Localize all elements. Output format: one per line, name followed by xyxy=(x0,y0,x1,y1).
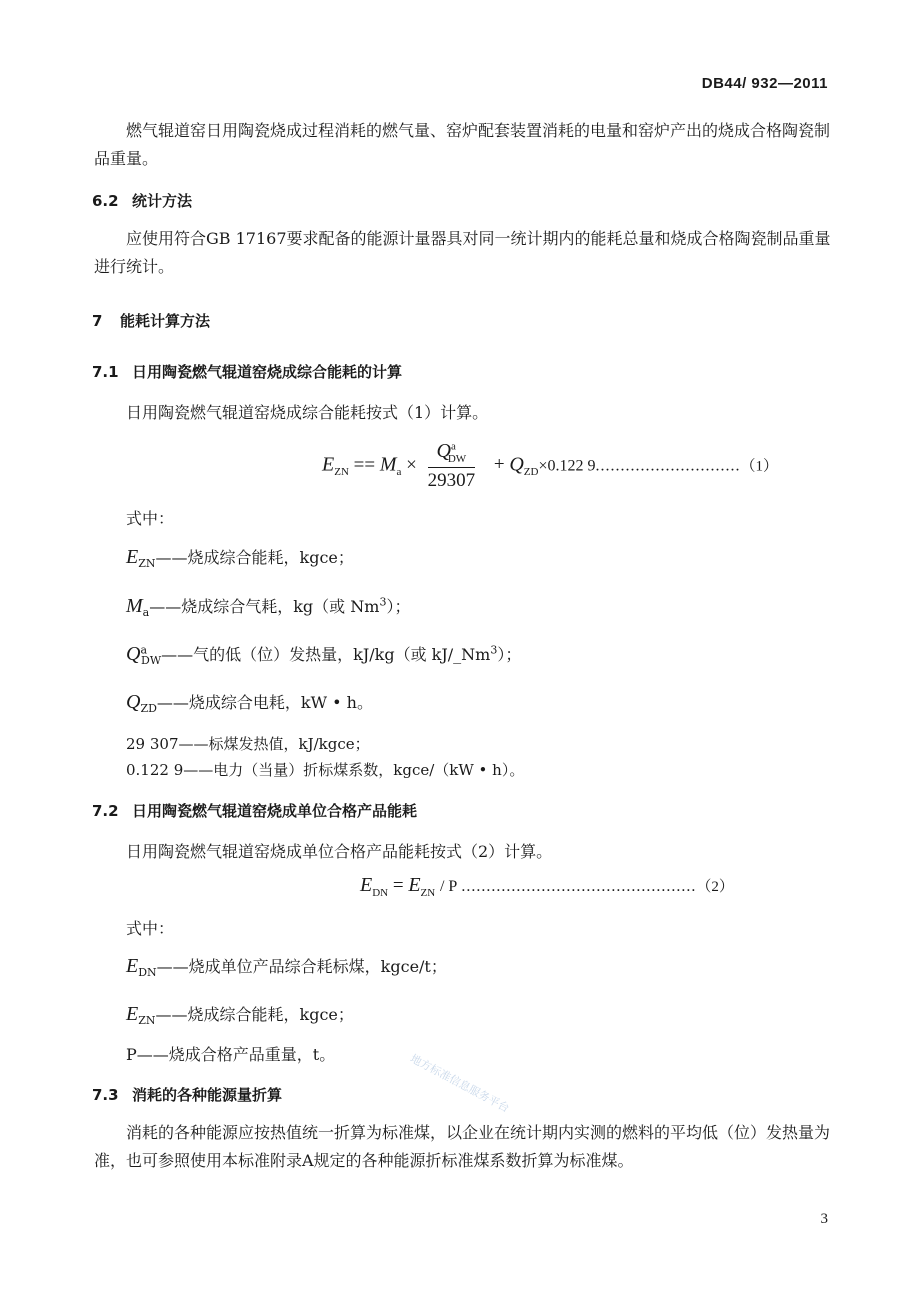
paragraph-6-2: 应使用符合GB 17167要求配备的能源计量器具对同一统计期内的能耗总量和烧成合格陶瓷制品重量进行统计。 xyxy=(94,229,831,276)
heading-7-2 xyxy=(92,800,417,821)
heading-number: 7 xyxy=(92,312,103,330)
formula-1 xyxy=(322,440,778,492)
def-subscript: ZN xyxy=(138,1014,156,1028)
definition-ezn-2 xyxy=(126,1002,354,1027)
def-subscript: ZN xyxy=(138,557,156,571)
formula-operator: / P xyxy=(439,878,458,895)
heading-title: 消耗的各种能源量折算 xyxy=(132,1086,283,1104)
watermark: 地方标准信息服务平台 xyxy=(408,1051,512,1116)
where-label: 式中： xyxy=(126,509,175,528)
formula-operator: + xyxy=(493,454,505,476)
formula-symbol: E xyxy=(322,453,335,476)
def-symbol: Q xyxy=(126,643,141,665)
def-unit-superscript: 3 xyxy=(490,643,498,657)
heading-title: 统计方法 xyxy=(132,192,193,210)
def-text: ——烧成综合气耗，kg（或 Nm xyxy=(149,597,380,616)
heading-6-2 xyxy=(92,190,192,211)
def-symbol: E xyxy=(126,546,139,568)
where-label-2: 式中： xyxy=(126,919,175,938)
def-symbol: E xyxy=(126,1003,139,1025)
def-subscript: DN xyxy=(138,966,157,980)
definition-ezn xyxy=(126,545,354,570)
standard-code: DB44/ 932—2011 xyxy=(701,75,828,92)
def-text-end: ）； xyxy=(497,645,522,664)
definition-edn xyxy=(126,954,447,979)
formula1-intro: 日用陶瓷燃气辊道窑烧成综合能耗按式（1）计算。 xyxy=(126,403,489,422)
formula-symbol: Q xyxy=(509,453,524,476)
heading-number: 7.1 xyxy=(92,363,119,381)
formula-equals: == xyxy=(353,454,376,476)
formula-symbol: Q xyxy=(436,440,451,462)
formula-equals: = xyxy=(392,875,404,896)
formula-2 xyxy=(360,874,734,899)
def-symbol: E xyxy=(126,955,139,977)
formula-subscript: DW xyxy=(447,452,467,465)
def-text: ——烧成综合电耗，kW • h。 xyxy=(156,693,373,712)
formula2-intro: 日用陶瓷燃气辊道窑烧成单位合格产品能耗按式（2）计算。 xyxy=(126,842,553,861)
formula-subscript: ZD xyxy=(523,466,539,479)
formula-subscript: DN xyxy=(372,886,389,899)
heading-7 xyxy=(92,310,210,331)
formula-operator: × xyxy=(406,454,417,476)
fraction-numerator xyxy=(428,440,476,468)
heading-title: 能耗计算方法 xyxy=(120,312,211,330)
definition-29307: 29 307——标煤发热值，kJ/kgce； xyxy=(126,735,370,753)
formula-factor: ×0.122 9 xyxy=(538,457,596,475)
formula-leader-dots: ............................................... xyxy=(461,878,697,895)
heading-number: 7.2 xyxy=(92,802,119,820)
page-number: 3 xyxy=(820,1211,828,1227)
definition-qzd xyxy=(126,690,373,715)
formula-number: （2） xyxy=(696,879,734,895)
formula-superscript: a xyxy=(450,440,456,453)
def-symbol: M xyxy=(126,595,143,617)
heading-7-3 xyxy=(92,1084,282,1105)
heading-number: 6.2 xyxy=(92,192,119,210)
def-subscript: ZD xyxy=(140,702,157,716)
def-unit-superscript: 3 xyxy=(379,595,387,609)
formula-leader-dots: ............................. xyxy=(595,457,741,475)
def-subscript: a xyxy=(142,606,150,620)
def-superscript: a xyxy=(140,643,148,657)
definition-0-1229: 0.122 9——电力（当量）折标煤系数，kgce/（kW • h）。 xyxy=(126,761,525,779)
def-text: ——烧成单位产品综合耗标煤，kgce/t； xyxy=(156,957,447,976)
def-subscript: DW xyxy=(141,654,162,668)
fraction-denominator: 29307 xyxy=(427,469,476,491)
heading-title: 日用陶瓷燃气辊道窑烧成综合能耗的计算 xyxy=(132,363,403,381)
paragraph-7-3: 消耗的各种能源应按热值统一折算为标准煤，以企业在统计期内实测的燃料的平均低（位）发热量为准，也可参照使用本标准附录A规定的各种能源折标准煤系数折算为标准煤。 xyxy=(94,1123,831,1170)
intro-paragraph: 燃气辊道窑日用陶瓷烧成过程消耗的燃气量、窑炉配套装置消耗的电量和窑炉产出的烧成合格陶瓷制品重量。 xyxy=(94,121,831,168)
formula-subscript: ZN xyxy=(420,886,436,899)
def-symbol: Q xyxy=(126,691,141,713)
def-text: ——烧成综合能耗，kgce； xyxy=(155,548,354,567)
formula-subscript: a xyxy=(396,466,402,479)
heading-title: 日用陶瓷燃气辊道窑烧成单位合格产品能耗 xyxy=(132,802,418,820)
definition-ma xyxy=(126,594,410,619)
formula-subscript: ZN xyxy=(334,466,349,479)
formula-symbol: E xyxy=(360,874,373,896)
def-text: ——气的低（位）发热量，kJ/kg（或 kJ/_Nm xyxy=(161,645,491,664)
definition-p: P——烧成合格产品重量，t。 xyxy=(126,1045,336,1064)
def-text-end: ）； xyxy=(386,597,411,616)
formula-symbol: E xyxy=(408,874,421,896)
def-text: ——烧成综合能耗，kgce； xyxy=(155,1005,354,1024)
heading-7-1 xyxy=(92,361,402,382)
formula-symbol: M xyxy=(379,453,397,476)
heading-number: 7.3 xyxy=(92,1086,119,1104)
definition-qdw xyxy=(126,642,521,667)
formula-fraction xyxy=(428,440,476,492)
formula-number: （1） xyxy=(740,458,778,475)
